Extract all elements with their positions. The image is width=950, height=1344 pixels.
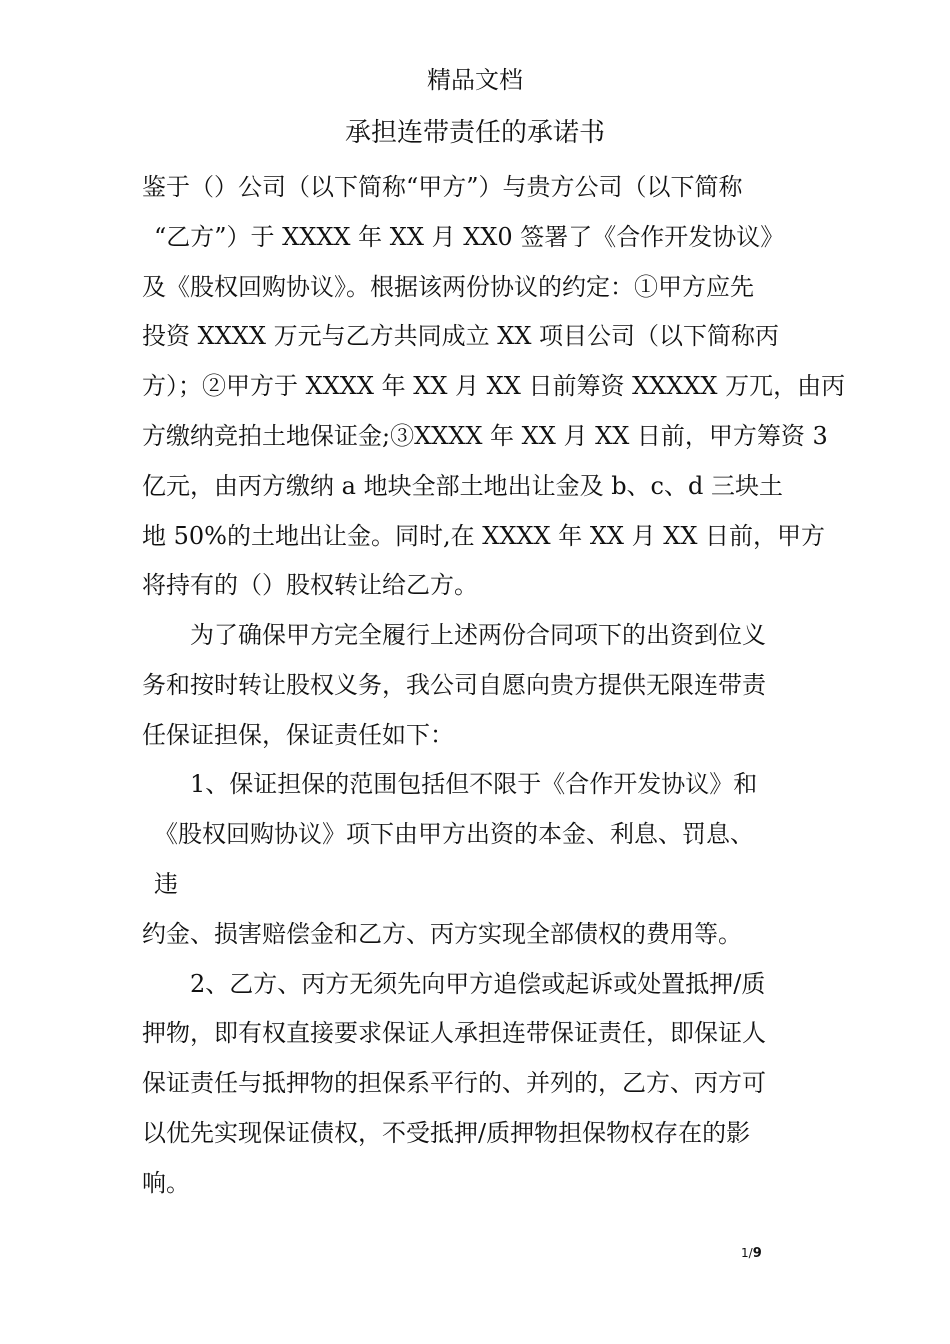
text-line: 为了确保甲方完全履行上述两份合同项下的出资到位义 — [190, 621, 766, 649]
text-line: 投资 XXXX 万元与乙方共同成立 XX 项目公司（以下简称丙 — [142, 322, 780, 350]
page-header-label: 精品文档 — [427, 66, 523, 94]
text-line: 1、保证担保的范围包括但不限于《合作开发协议》和 — [190, 770, 758, 798]
text-line: 及《股权回购协议》。根据该两份协议的约定：①甲方应先 — [142, 273, 754, 301]
text-line: 响。 — [142, 1169, 190, 1197]
text-line: 务和按时转让股权义务，我公司自愿向贵方提供无限连带责 — [142, 671, 766, 699]
text-line: 亿元，由丙方缴纳 a 地块全部土地出让金及 b、c、d 三块土 — [142, 472, 783, 500]
text-line: 方缴纳竞拍土地保证金;③XXXX 年 XX 月 XX 日前，甲方筹资 3 — [142, 422, 828, 450]
page-number-total: 9 — [752, 1246, 762, 1261]
page-number-current: 1/ — [741, 1246, 753, 1260]
text-line: 任保证担保，保证责任如下： — [142, 721, 454, 749]
page-number — [741, 1245, 762, 1262]
text-line: 保证责任与抵押物的担保系平行的、并列的，乙方、丙方可 — [142, 1069, 766, 1097]
text-line: 将持有的（）股权转让给乙方。 — [142, 571, 478, 599]
text-line: 鉴于（）公司（以下简称“甲方”）与贵方公司（以下简称 — [142, 173, 743, 201]
text-line: 违 — [154, 870, 178, 898]
text-line: 2、乙方、丙方无须先向甲方追偿或起诉或处置抵押/质 — [190, 970, 766, 998]
text-line: 方）；②甲方于 XXXX 年 XX 月 XX 日前筹资 XXXXX 万兀，由丙 — [142, 372, 846, 400]
text-line: “乙方”）于 XXXX 年 XX 月 XX0 签署了《合作开发协议》 — [154, 223, 785, 251]
document-title: 承担连带责任的承诺书 — [344, 118, 605, 148]
text-line: 以优先实现保证债权，不受抵押/质押物担保物权存在的影 — [142, 1119, 751, 1147]
text-line: 《股权回购协议》项下由甲方出资的本金、利息、罚息、 — [154, 820, 754, 848]
text-line: 地 50%的土地出让金。同时,在 XXXX 年 XX 月 XX 日前，甲方 — [142, 522, 826, 550]
text-line: 约金、损害赔偿金和乙方、丙方实现全部债权的费用等。 — [142, 920, 742, 948]
text-line: 押物，即有权直接要求保证人承担连带保证责任，即保证人 — [142, 1019, 766, 1047]
